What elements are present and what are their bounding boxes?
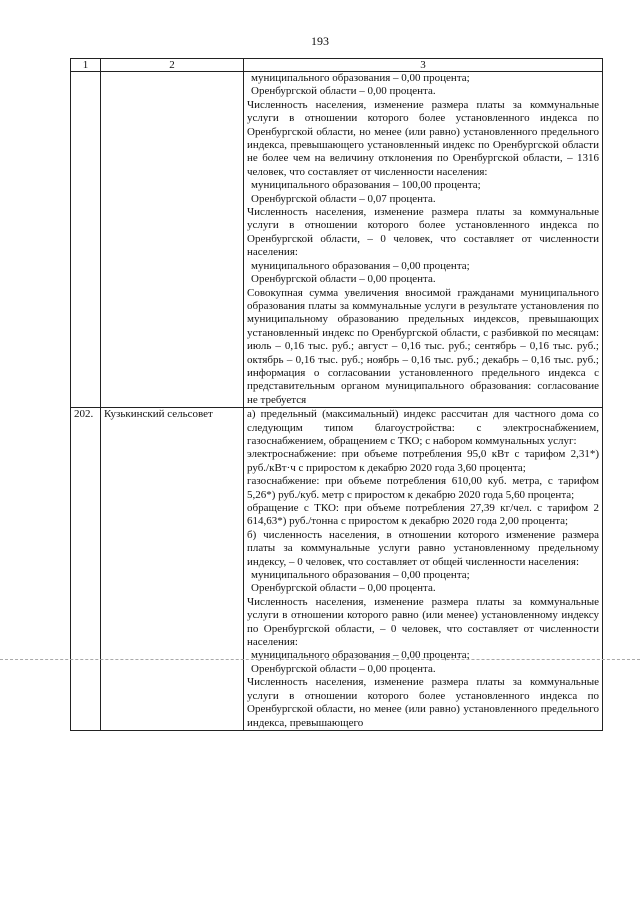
paragraph: муниципального образования – 0,00 процента;	[251, 569, 470, 582]
paragraph: газоснабжение: при объеме потребления 610,00 куб. метра, с тарифом 5,26*) руб./куб. метр с приростом к декабрю 2020 года 5,60 процента;	[247, 475, 599, 501]
paragraph: обращение с ТКО: при объеме потребления 27,39 кг/чел. с тарифом 2 614,63*) руб./тонна с приростом к декабрю 2020 года 2,00 процента;	[247, 502, 599, 528]
document-table	[70, 58, 603, 731]
paragraph: Оренбургской области – 0,00 процента.	[251, 662, 436, 675]
table-row	[71, 72, 603, 408]
scan-artifact-line	[0, 659, 640, 660]
paragraph: Численность населения, изменение размера платы за коммунальные услуги в отношении которого более установленного индекса по Оренбургской области, но менее (или равно) установленного предельного индекса, превышающего установленный индекс по Оренбургской области не более чем на величину отклонения по Оренбургской области, – 1316 человек, что составляет от численности населения:	[247, 98, 599, 178]
row-number-cell	[71, 72, 101, 408]
paragraph: муниципального образования – 0,00 процента;	[251, 72, 470, 84]
paragraph: б) численность населения, в отношении которого изменение размера платы за коммунальные услуги равно установленному предельному индексу, – 0 человек, что составляет от общей численности населения:	[247, 528, 599, 568]
row-name-cell	[101, 72, 244, 408]
row-content-cell	[244, 408, 603, 731]
header-cell-2: 2	[101, 59, 244, 72]
paragraph: Численность населения, изменение размера платы за коммунальные услуги в отношении которого равно (или менее) установленному индексу по Оренбургской области, – 0 человек, что составляет от численности населения:	[247, 595, 599, 649]
paragraph: муниципального образования – 0,00 процента;	[251, 649, 470, 662]
paragraph: муниципального образования – 100,00 процента;	[251, 179, 481, 192]
paragraph: Оренбургской области – 0,00 процента.	[251, 582, 436, 595]
paragraph: муниципального образования – 0,00 процента;	[251, 259, 470, 272]
paragraph: Оренбургской области – 0,07 процента.	[251, 192, 436, 205]
header-cell-3: 3	[244, 59, 603, 72]
paragraph: Совокупная сумма увеличения вносимой гражданами муниципального образования платы за коммунальные услуги в результате установления по муниципальному образованию предельных индексов, превышающих установленный индекс по Оренбургской области, с разбивкой по месяцам: июль – 0,16 тыс. руб.; август – 0,16 тыс. руб.; сентябрь – 0,16 тыс. руб.; октябрь – 0,16 тыс. руб.; ноябрь – 0,16 тыс. руб.; декабрь – 0,16 тыс. руб.; информация о согласовании установленного предельного индекса с представительным органом муниципального образования: согласование не требуется	[247, 286, 599, 406]
page-number: 193	[311, 34, 329, 48]
table-header-row	[71, 59, 603, 72]
row-content-cell	[244, 72, 603, 408]
table-row	[71, 408, 603, 731]
paragraph: электроснабжение: при объеме потребления 95,0 кВт с тарифом 2,31*) руб./кВт·ч с приростом к декабрю 2020 года 3,60 процента;	[247, 448, 599, 474]
header-cell-1: 1	[71, 59, 101, 72]
row-name-cell: Кузькинский сельсовет	[101, 408, 244, 731]
paragraph: Численность населения, изменение размера платы за коммунальные услуги в отношении которого более установленного индекса по Оренбургской области, – 0 человек, что составляет от численности населения:	[247, 206, 599, 259]
paragraph: Оренбургской области – 0,00 процента.	[251, 273, 436, 286]
paragraph: а) предельный (максимальный) индекс рассчитан для частного дома со следующим типом благоустройства: с электроснабжением, газоснабжением, обращением с ТКО; с набором коммунальных услуг:	[247, 408, 599, 447]
paragraph: Численность населения, изменение размера платы за коммунальные услуги в отношении которого более установленного индекса по Оренбургской области, но менее (или равно) установленного предельного индекса, превышающего	[247, 676, 599, 729]
paragraph: Оренбургской области – 0,00 процента.	[251, 85, 436, 98]
row-number-cell: 202.	[71, 408, 101, 731]
